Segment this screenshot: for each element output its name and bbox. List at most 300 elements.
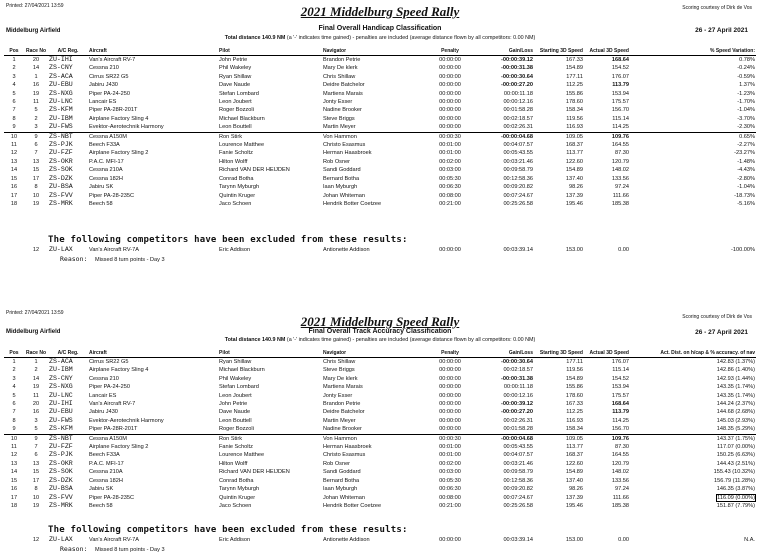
column-header-navigator: Navigator	[323, 48, 347, 55]
cell-gain-loss: -00:00:27.20	[500, 82, 533, 89]
table-row	[4, 460, 756, 468]
cell-race-no: 9	[24, 132, 48, 141]
cell-aircraft: P.A.C. MFI-17	[89, 158, 124, 165]
cell-navigator: Rob Osner	[323, 158, 351, 165]
cell-penalty: 00:00:00	[439, 65, 461, 72]
printed-date: Printed: 27/04/2021 13:59	[6, 3, 64, 9]
cell-pilot: Roger Bozzoli	[219, 107, 254, 114]
column-header-pos: Pos	[9, 350, 19, 357]
cell-pos: 12	[10, 452, 18, 459]
table-row	[4, 408, 756, 416]
table-row	[4, 166, 756, 174]
column-header-starting-speed: Starting 3D Speed	[539, 48, 583, 55]
cell-aircraft: Cessna 210	[89, 375, 119, 382]
cell-aircraft: Lancair ES	[89, 99, 117, 106]
cell-last-col: -1.70%	[737, 99, 755, 106]
table-row	[4, 183, 756, 191]
cell-last-col: -1.23%	[737, 90, 755, 97]
cell-actual-speed: 168.64	[611, 401, 629, 408]
table-row	[4, 358, 756, 367]
cell-last-col: -23.27%	[734, 150, 755, 157]
column-header-pos: Pos	[9, 48, 19, 55]
cell-aircraft: Van's Aircraft RV-7A	[89, 247, 139, 253]
classification-subtitle: Final Overall Track Accuracy Classification	[308, 328, 452, 335]
cell-navigator: Steve Briggs	[323, 115, 355, 122]
cell-actual-speed: 115.14	[612, 115, 629, 122]
classification-subtitle: Final Overall Handicap Classification	[318, 25, 442, 32]
cell-navigator: Antionette Addison	[323, 247, 370, 253]
column-header-race-no: Race No	[25, 48, 46, 55]
cell-last-col: 150.25 (6.63%)	[716, 452, 755, 459]
cell-aircraft: Cessna A150M	[88, 434, 218, 443]
cell-aircraft: Cessna 182H	[89, 175, 123, 182]
cell-aircraft: Jabiru J430	[89, 82, 118, 89]
cell-ac-reg: ZU-IHI	[49, 56, 73, 63]
table-row	[4, 468, 756, 476]
cell-pos: 7	[12, 409, 16, 416]
cell-gain-loss: 00:01:58.28	[503, 426, 533, 433]
cell-pilot: John Petrie	[219, 57, 248, 63]
cell-gain-loss: 00:04:07.57	[503, 452, 533, 459]
cell-ac-reg: ZU-FWS	[49, 416, 73, 424]
cell-navigator: Sandi Goddard	[323, 469, 361, 476]
cell-last-col: 143.35 (1.74%)	[716, 384, 755, 391]
cell-pilot: Fanie Scholtz	[219, 150, 253, 157]
cell-navigator: Johan Whiteman	[323, 494, 365, 501]
cell-penalty: 00:00:00	[439, 409, 461, 416]
cell-actual-speed: 111.66	[612, 494, 629, 501]
cell-aircraft: Jabiru SK	[89, 486, 114, 493]
event-dates: 26 - 27 April 2021	[695, 329, 748, 336]
cell-pilot: Leon Bouttell	[219, 417, 252, 424]
cell-navigator: Chris Shillaw	[323, 359, 356, 365]
cell-last-col: 143.35 (1.74%)	[716, 392, 755, 399]
cell-gain-loss: -00:00:39.12	[500, 401, 533, 408]
cell-race-no: 15	[32, 167, 40, 174]
cell-race-no: 6	[34, 452, 38, 459]
cell-starting-speed: 153.00	[565, 247, 583, 253]
cell-aircraft: Airplane Factory Sling 4	[89, 115, 149, 122]
cell-starting-speed: 154.89	[565, 65, 583, 72]
table-row	[4, 132, 756, 141]
handicap-classification-sheet	[0, 0, 760, 278]
cell-ac-reg: ZU-BSA	[49, 485, 73, 493]
cell-penalty: 00:05:30	[439, 175, 461, 182]
cell-ac-reg: ZU-LAX	[49, 246, 73, 253]
cell-gain-loss: -00:00:31.38	[500, 65, 533, 72]
cell-penalty: 00:00:00	[439, 401, 461, 408]
cell-penalty: 00:06:30	[439, 486, 461, 493]
cell-gain-loss: 00:09:20.82	[503, 184, 533, 191]
distance-note	[0, 337, 760, 343]
cell-ac-reg: ZU-EBU	[49, 408, 73, 416]
cell-last-col: -0.59%	[737, 73, 755, 80]
column-header-navigator: Navigator	[323, 350, 347, 357]
cell-starting-speed: 168.37	[565, 452, 583, 459]
cell-pilot: Phil Wakeley	[219, 65, 252, 72]
cell-gain-loss: -00:00:39.12	[500, 57, 533, 63]
cell-actual-speed: 109.76	[584, 132, 630, 141]
cell-pilot: Ryan Shillaw	[219, 359, 252, 365]
cell-ac-reg: ZS-KFM	[49, 106, 73, 114]
cell-navigator: Hendrik Botter Coetzee	[323, 502, 382, 509]
cell-ac-reg: ZS-NBT	[48, 434, 88, 443]
table-row	[4, 64, 756, 72]
cell-pos: 7	[12, 107, 16, 114]
cell-pos: 3	[12, 73, 16, 80]
cell-race-no: 16	[32, 82, 40, 89]
cell-starting-speed: 195.46	[565, 200, 583, 207]
cell-penalty: 00:08:00	[439, 494, 461, 501]
cell-last-col: 0.65%	[630, 132, 756, 141]
cell-actual-speed: 148.02	[611, 469, 629, 476]
table-row	[4, 192, 756, 200]
cell-navigator: Herman Haasbroek	[323, 444, 372, 451]
cell-gain-loss: 00:00:11.18	[503, 384, 533, 391]
cell-starting-speed: 109.05	[534, 434, 584, 443]
cell-navigator: Martin Meyer	[323, 417, 356, 424]
table-row	[4, 149, 756, 157]
cell-penalty: 00:00:00	[439, 417, 461, 424]
cell-starting-speed: 137.39	[565, 192, 583, 199]
cell-actual-speed: 113.79	[612, 409, 629, 416]
cell-ac-reg: ZS-NXG	[49, 383, 73, 391]
exclusion-reason	[60, 545, 165, 553]
cell-pilot: Roger Bozzoli	[219, 426, 254, 433]
cell-actual-speed: 156.70	[611, 426, 629, 433]
cell-penalty: 00:03:00	[439, 167, 461, 174]
table-row	[4, 417, 756, 425]
cell-actual-speed: 185.38	[611, 200, 629, 207]
cell-starting-speed: 155.86	[565, 384, 583, 391]
excluded-row	[4, 536, 756, 544]
cell-starting-speed: 154.89	[565, 167, 583, 174]
cell-navigator: Johan Whiteman	[323, 192, 365, 199]
cell-navigator: Martin Meyer	[323, 124, 356, 131]
cell-penalty: 00:00:00	[439, 82, 461, 89]
cell-penalty: 00:01:00	[439, 452, 461, 459]
cell-pilot: Michael Blackburn	[219, 367, 265, 374]
cell-ac-reg: ZU-FWS	[49, 123, 73, 131]
cell-ac-reg: ZS-OKR	[49, 459, 73, 467]
table-row	[4, 158, 756, 166]
cell-actual-speed: 0.00	[618, 247, 629, 253]
cell-gain-loss: 00:25:26.58	[503, 502, 533, 509]
cell-pos: 11	[11, 444, 17, 451]
event-dates: 26 - 27 April 2021	[695, 27, 748, 34]
table-row	[4, 90, 756, 98]
table-row	[4, 200, 756, 208]
cell-pos: 8	[12, 115, 16, 122]
cell-penalty: 00:00:00	[439, 99, 461, 106]
cell-starting-speed: 167.33	[565, 57, 583, 63]
cell-race-no: 2	[34, 115, 38, 122]
cell-navigator: Brandon Petrie	[323, 401, 361, 408]
cell-last-col: 142.93 (1.44%)	[716, 375, 755, 382]
reason-label: Reason:	[60, 255, 88, 263]
cell-aircraft: Evektor-Aerotechnik Harmony	[89, 417, 164, 424]
cell-pilot: Jaco Schoen	[219, 200, 252, 207]
cell-pilot: Tarynn Myburgh	[219, 486, 260, 493]
cell-navigator: Christo Esasmus	[323, 142, 366, 149]
cell-pos: 10	[4, 434, 24, 443]
cell-aircraft: Piper PA-28R-201T	[89, 107, 138, 114]
table-row	[4, 366, 756, 374]
cell-penalty: 00:21:00	[439, 200, 461, 207]
cell-starting-speed: 113.77	[566, 150, 583, 157]
cell-pos: 18	[10, 200, 18, 207]
cell-race-no: 8	[34, 486, 38, 493]
cell-ac-reg: ZS-DZK	[49, 174, 73, 182]
cell-gain-loss: 00:25:26.58	[503, 200, 533, 207]
cell-race-no: 11	[33, 99, 39, 106]
cell-pilot: Stefan Lombard	[219, 384, 259, 391]
reason-text: Missed 8 turn points - Day 3	[94, 547, 165, 553]
cell-race-no: 11	[33, 392, 39, 399]
cell-navigator: Antionette Addison	[323, 537, 370, 543]
cell-aircraft: Cirrus SR22 G5	[89, 73, 129, 80]
distance-note	[0, 35, 760, 41]
excluded-heading: The following competitors have been excluded from these results:	[48, 525, 408, 535]
cell-race-no: 10	[32, 192, 40, 199]
cell-penalty: 00:21:00	[439, 502, 461, 509]
cell-actual-speed: 175.57	[611, 392, 629, 399]
cell-actual-speed: 153.94	[611, 90, 629, 97]
cell-ac-reg: ZS-NXG	[49, 89, 73, 97]
cell-pilot: Eric Addison	[219, 247, 251, 253]
cell-starting-speed: 116.93	[566, 124, 583, 131]
cell-last-col	[630, 494, 756, 502]
cell-starting-speed: 178.60	[565, 99, 583, 106]
cell-penalty: 00:00:00	[439, 73, 461, 80]
cell-race-no: 16	[32, 409, 40, 416]
cell-navigator: Von Hammon	[322, 434, 422, 443]
cell-aircraft: Evektor-Aerotechnik Harmony	[89, 124, 164, 131]
cell-actual-speed: 176.07	[611, 359, 629, 365]
cell-gain-loss: 00:02:26.31	[503, 417, 533, 424]
total-distance: Total distance 140.9 NM	[224, 35, 286, 41]
cell-aircraft: Van's Aircraft RV-7	[89, 401, 136, 408]
cell-pos: 15	[10, 477, 18, 484]
cell-gain-loss: -00:00:04.68	[478, 434, 534, 443]
cell-navigator: Iaan Myburgh	[323, 184, 358, 191]
cell-pilot: Ron Stirk	[218, 434, 322, 443]
table-row	[4, 434, 756, 443]
cell-penalty: 00:00:30	[422, 434, 478, 443]
cell-starting-speed: 167.33	[565, 401, 583, 408]
cell-navigator: Mary De klerk	[323, 65, 358, 72]
cell-gain-loss: 00:03:21.46	[503, 158, 533, 165]
cell-race-no: 7	[34, 444, 38, 451]
cell-pos: 2	[12, 367, 16, 374]
cell-actual-speed: 114.25	[612, 124, 629, 131]
cell-penalty: 00:00:00	[439, 90, 461, 97]
scoring-courtesy: Scoring courtesy of Dirk de Vos	[682, 314, 752, 320]
cell-pos: 9	[12, 426, 16, 433]
column-header-last-col: % Speed Variation:	[709, 48, 755, 55]
cell-pos: 8	[12, 417, 16, 424]
cell-gain-loss: 00:02:26.31	[503, 124, 533, 131]
cell-pilot: Leon Bouttell	[219, 124, 252, 131]
table-row	[4, 383, 756, 391]
cell-last-col: 1.37%	[739, 82, 755, 89]
cell-pos: 14	[10, 469, 18, 476]
cell-navigator: Bernard Botha	[323, 175, 360, 182]
cell-pilot: Leon Joubert	[219, 392, 252, 399]
cell-gain-loss: 00:03:39.14	[503, 247, 533, 253]
cell-ac-reg: ZS-CNY	[49, 374, 73, 382]
cell-ac-reg: ZS-PJK	[49, 451, 73, 459]
cell-starting-speed: 109.05	[534, 132, 584, 141]
cell-pos	[4, 246, 24, 254]
cell-navigator: Sandi Goddard	[323, 167, 361, 174]
cell-pos: 4	[12, 384, 16, 391]
cell-ac-reg: ZU-IHI	[49, 400, 73, 408]
cell-last-col: -3.70%	[737, 115, 755, 122]
cell-penalty: 00:00:30	[422, 132, 478, 141]
cell-pos: 6	[12, 99, 16, 106]
column-header-aircraft: Aircraft	[89, 48, 107, 55]
cell-navigator: Nadine Brooker	[323, 107, 362, 114]
cell-gain-loss: 00:00:12.16	[503, 99, 533, 106]
cell-pilot: Michael Blackburn	[219, 115, 265, 122]
cell-actual-speed: 154.52	[611, 65, 629, 72]
table-row	[4, 443, 756, 451]
cell-race-no: 19	[32, 384, 40, 391]
cell-gain-loss: -00:00:30.64	[500, 73, 533, 80]
cell-actual-speed: 176.07	[611, 73, 629, 80]
scoring-courtesy: Scoring courtesy of Dirk de Vos	[682, 5, 752, 11]
cell-aircraft: Jabiru J430	[89, 409, 118, 416]
cell-actual-speed: 153.94	[611, 384, 629, 391]
cell-pilot: Quintin Kruger	[219, 494, 256, 501]
cell-penalty: 00:02:00	[439, 460, 461, 467]
cell-last-col: 156.79 (11.28%)	[714, 477, 755, 484]
cell-actual-speed: 164.55	[611, 142, 629, 149]
cell-actual-speed: 185.38	[611, 502, 629, 509]
cell-penalty: 00:00:00	[439, 124, 461, 131]
cell-ac-reg: ZS-SOK	[49, 468, 73, 476]
cell-pos: 13	[10, 158, 18, 165]
cell-pilot: Leon Joubert	[219, 99, 252, 106]
cell-last-col: 144.24 (2.37%)	[716, 401, 755, 408]
column-header-race-no: Race No	[25, 350, 46, 357]
cell-aircraft: Beech F33A	[89, 452, 120, 459]
cell-navigator: Iaan Myburgh	[323, 486, 358, 493]
cell-penalty: 00:00:00	[439, 359, 461, 365]
cell-aircraft: Beech 58	[89, 200, 113, 207]
table-header-row	[4, 43, 756, 56]
cell-ac-reg: ZS-MRK	[49, 199, 73, 207]
cell-last-col: 151.87 (7.79%)	[716, 502, 755, 509]
cell-aircraft: Van's Aircraft RV-7	[89, 57, 136, 63]
cell-ac-reg: ZU-FZF	[49, 149, 73, 157]
cell-actual-speed: 133.56	[611, 477, 629, 484]
cell-navigator: Rob Osner	[323, 460, 351, 467]
cell-aircraft: Jabiru SK	[89, 184, 114, 191]
cell-race-no: 19	[32, 200, 40, 207]
cell-race-no: 15	[32, 469, 40, 476]
table-row	[4, 451, 756, 459]
cell-last-col: 144.43 (2.51%)	[716, 460, 755, 467]
cell-last-col: -2.27%	[737, 142, 755, 149]
excluded-table	[4, 536, 756, 544]
table-row	[4, 175, 756, 183]
cell-navigator: Deidre Batchelor	[323, 409, 365, 416]
cell-gain-loss: -00:00:31.38	[500, 375, 533, 382]
cell-navigator: Chris Shillaw	[323, 73, 356, 80]
table-row	[4, 392, 756, 400]
cell-pilot: Jaco Schoen	[219, 502, 252, 509]
cell-aircraft: Cirrus SR22 G5	[89, 359, 129, 365]
cell-pos	[4, 536, 24, 544]
cell-ac-reg: ZU-LNC	[49, 98, 73, 106]
column-header-penalty: Penalty	[441, 350, 459, 357]
cell-starting-speed: 154.89	[565, 469, 583, 476]
cell-penalty: 00:00:00	[439, 107, 461, 114]
cell-gain-loss: 00:01:58.28	[503, 107, 533, 114]
cell-actual-speed: 175.57	[611, 99, 629, 106]
cell-navigator: Christo Esasmus	[323, 452, 366, 459]
cell-aircraft: Cessna 182H	[89, 477, 123, 484]
cell-actual-speed: 133.56	[611, 175, 629, 182]
cell-navigator: Mary De klerk	[323, 375, 358, 382]
results-table	[4, 345, 756, 510]
cell-gain-loss: 00:09:58.79	[503, 167, 533, 174]
cell-pos: 10	[4, 132, 24, 141]
table-row	[4, 56, 756, 65]
cell-gain-loss: 00:00:11.18	[503, 90, 533, 97]
cell-last-col: 144.68 (2.68%)	[716, 409, 755, 416]
cell-penalty: 00:08:00	[439, 192, 461, 199]
excluded-row	[4, 246, 756, 254]
cell-ac-reg: ZS-FVV	[49, 191, 73, 199]
cell-race-no: 13	[32, 158, 40, 165]
exclusion-reason	[60, 255, 165, 263]
cell-race-no: 12	[32, 537, 40, 543]
cell-last-col: 155.43 (10.32%)	[713, 469, 755, 476]
cell-ac-reg: ZS-SOK	[49, 166, 73, 174]
cell-pos: 5	[12, 392, 16, 399]
cell-penalty: 00:00:00	[439, 375, 461, 382]
cell-starting-speed: 98.26	[569, 486, 583, 493]
cell-starting-speed: 116.93	[566, 417, 583, 424]
cell-aircraft: Cessna A150M	[88, 132, 218, 141]
cell-starting-speed: 119.56	[566, 115, 583, 122]
cell-aircraft: Cessna 210A	[89, 469, 123, 476]
cell-pilot: Conrad Botha	[219, 477, 254, 484]
cell-navigator: Von Hammon	[322, 132, 422, 141]
cell-actual-speed: 114.25	[612, 417, 629, 424]
cell-race-no: 20	[32, 401, 40, 408]
cell-pos: 12	[10, 150, 18, 157]
cell-pilot: Hilton Wolff	[219, 460, 248, 467]
cell-starting-speed: 158.34	[565, 107, 583, 114]
cell-pos: 17	[10, 494, 18, 501]
cell-ac-reg: ZS-DZK	[49, 476, 73, 484]
cell-gain-loss: 00:03:21.46	[503, 460, 533, 467]
cell-navigator: Jonty Esser	[323, 392, 353, 399]
table-row	[4, 98, 756, 106]
cell-gain-loss: -00:00:30.64	[500, 359, 533, 365]
cell-last-col: -4.43%	[737, 167, 755, 174]
time-note: (a '-' indicates time gained) - penalties are included (average distance flown by all competitors: 0.00 NM)	[286, 337, 536, 343]
cell-gain-loss: 00:05:43.55	[503, 150, 533, 157]
cell-ac-reg: ZU-BSA	[49, 183, 73, 191]
cell-actual-speed: 156.70	[611, 107, 629, 114]
cell-penalty: 00:00:00	[439, 392, 461, 399]
table-row	[4, 141, 756, 149]
